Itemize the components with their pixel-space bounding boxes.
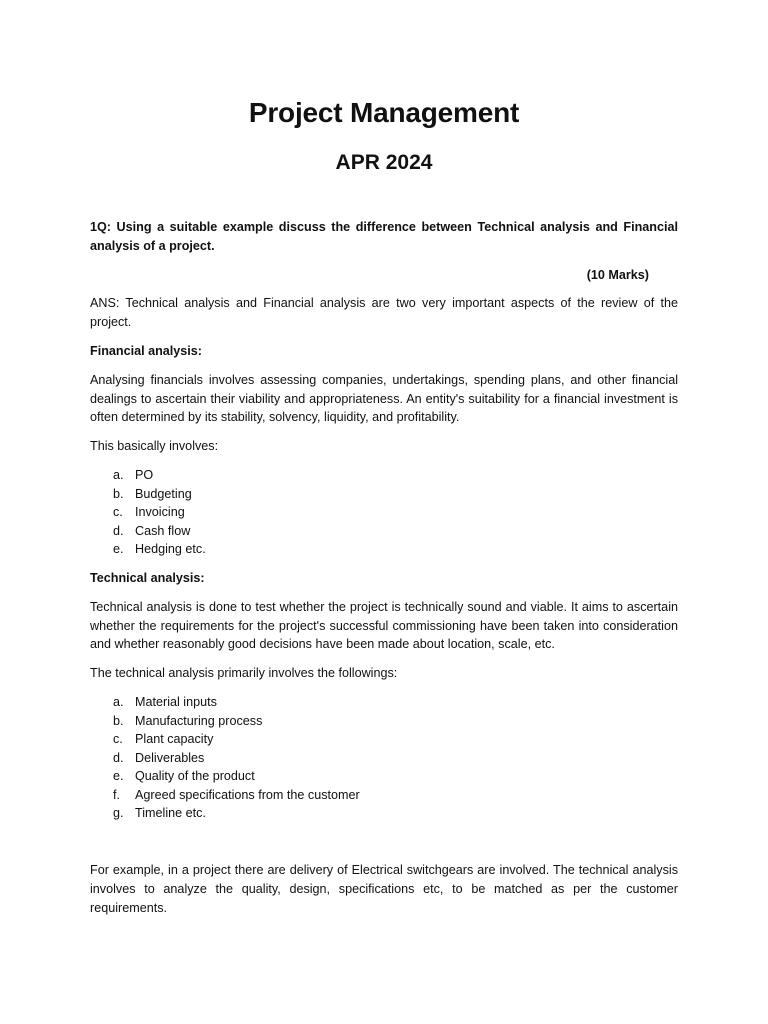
list-item-text: Quality of the product	[135, 769, 255, 784]
technical-heading: Technical analysis:	[90, 570, 205, 585]
technical-paragraph: Technical analysis is done to test whether the project is technically sound and viable. It aims to ascertain whether the requirements for the project's successful commissioning have been taken into consideration and whether reasonably good decisions have been made about location, scale, etc.	[90, 599, 678, 652]
example-paragraph: For example, in a project there are delivery of Electrical switchgears are involved. The technical analysis involves to analyze the quality, design, specifications etc, to be matched as per the customer requirements.	[90, 863, 678, 915]
list-item	[90, 749, 678, 768]
list-marker: d.	[113, 750, 124, 765]
page-subtitle: APR 2024	[335, 151, 433, 174]
list-marker: c.	[113, 505, 123, 520]
list-item	[90, 730, 678, 749]
technical-list	[90, 693, 678, 823]
financial-list-intro: This basically involves:	[90, 439, 219, 454]
list-item-text: Timeline etc.	[135, 806, 206, 821]
list-marker: d.	[113, 523, 124, 538]
list-item	[90, 540, 678, 559]
list-marker: b.	[113, 713, 124, 728]
list-item-text: Agreed specifications from the customer	[135, 787, 360, 802]
list-item	[90, 712, 678, 731]
marks-label: (10 Marks)	[586, 267, 649, 282]
list-item	[90, 466, 678, 485]
list-item-text: Deliverables	[135, 750, 205, 765]
list-marker: e.	[113, 769, 124, 784]
page-title: Project Management	[248, 97, 520, 128]
section-gap	[90, 823, 678, 851]
list-marker: b.	[113, 486, 124, 501]
financial-paragraph: Analysing financials involves assessing companies, undertakings, spending plans, and other financial dealings to ascertain their viability and appropriateness. An entity's suitability for a financial investment is often determined by its stability, solvency, liquidity, and profitability.	[90, 372, 678, 425]
list-item-text: Plant capacity	[135, 732, 214, 747]
list-item	[90, 522, 678, 541]
list-item	[90, 485, 678, 504]
list-marker: g.	[113, 806, 124, 821]
answer-intro: ANS: Technical analysis and Financial analysis are two very important aspects of the review of the project.	[90, 296, 678, 330]
list-marker: f.	[113, 787, 120, 802]
list-marker: c.	[113, 732, 123, 747]
list-item-text: PO	[135, 467, 154, 482]
list-item-text: Manufacturing process	[135, 713, 263, 728]
list-item-text: Hedging etc.	[135, 542, 206, 557]
list-item	[90, 693, 678, 712]
document-body	[90, 218, 678, 917]
financial-list	[90, 466, 678, 559]
list-item	[90, 767, 678, 786]
list-marker: e.	[113, 542, 124, 557]
list-item-text: Material inputs	[135, 694, 217, 709]
list-item-text: Cash flow	[135, 523, 191, 538]
list-item	[90, 804, 678, 823]
list-item	[90, 503, 678, 522]
list-marker: a.	[113, 467, 124, 482]
list-item-text: Invoicing	[135, 505, 185, 520]
list-item	[90, 786, 678, 805]
question-text: 1Q: Using a suitable example discuss the difference between Technical analysis and Financial analysis of a project.	[90, 220, 678, 253]
list-marker: a.	[113, 694, 124, 709]
financial-heading: Financial analysis:	[90, 343, 202, 358]
technical-list-intro: The technical analysis primarily involves the followings:	[90, 666, 398, 681]
list-item-text: Budgeting	[135, 486, 192, 501]
